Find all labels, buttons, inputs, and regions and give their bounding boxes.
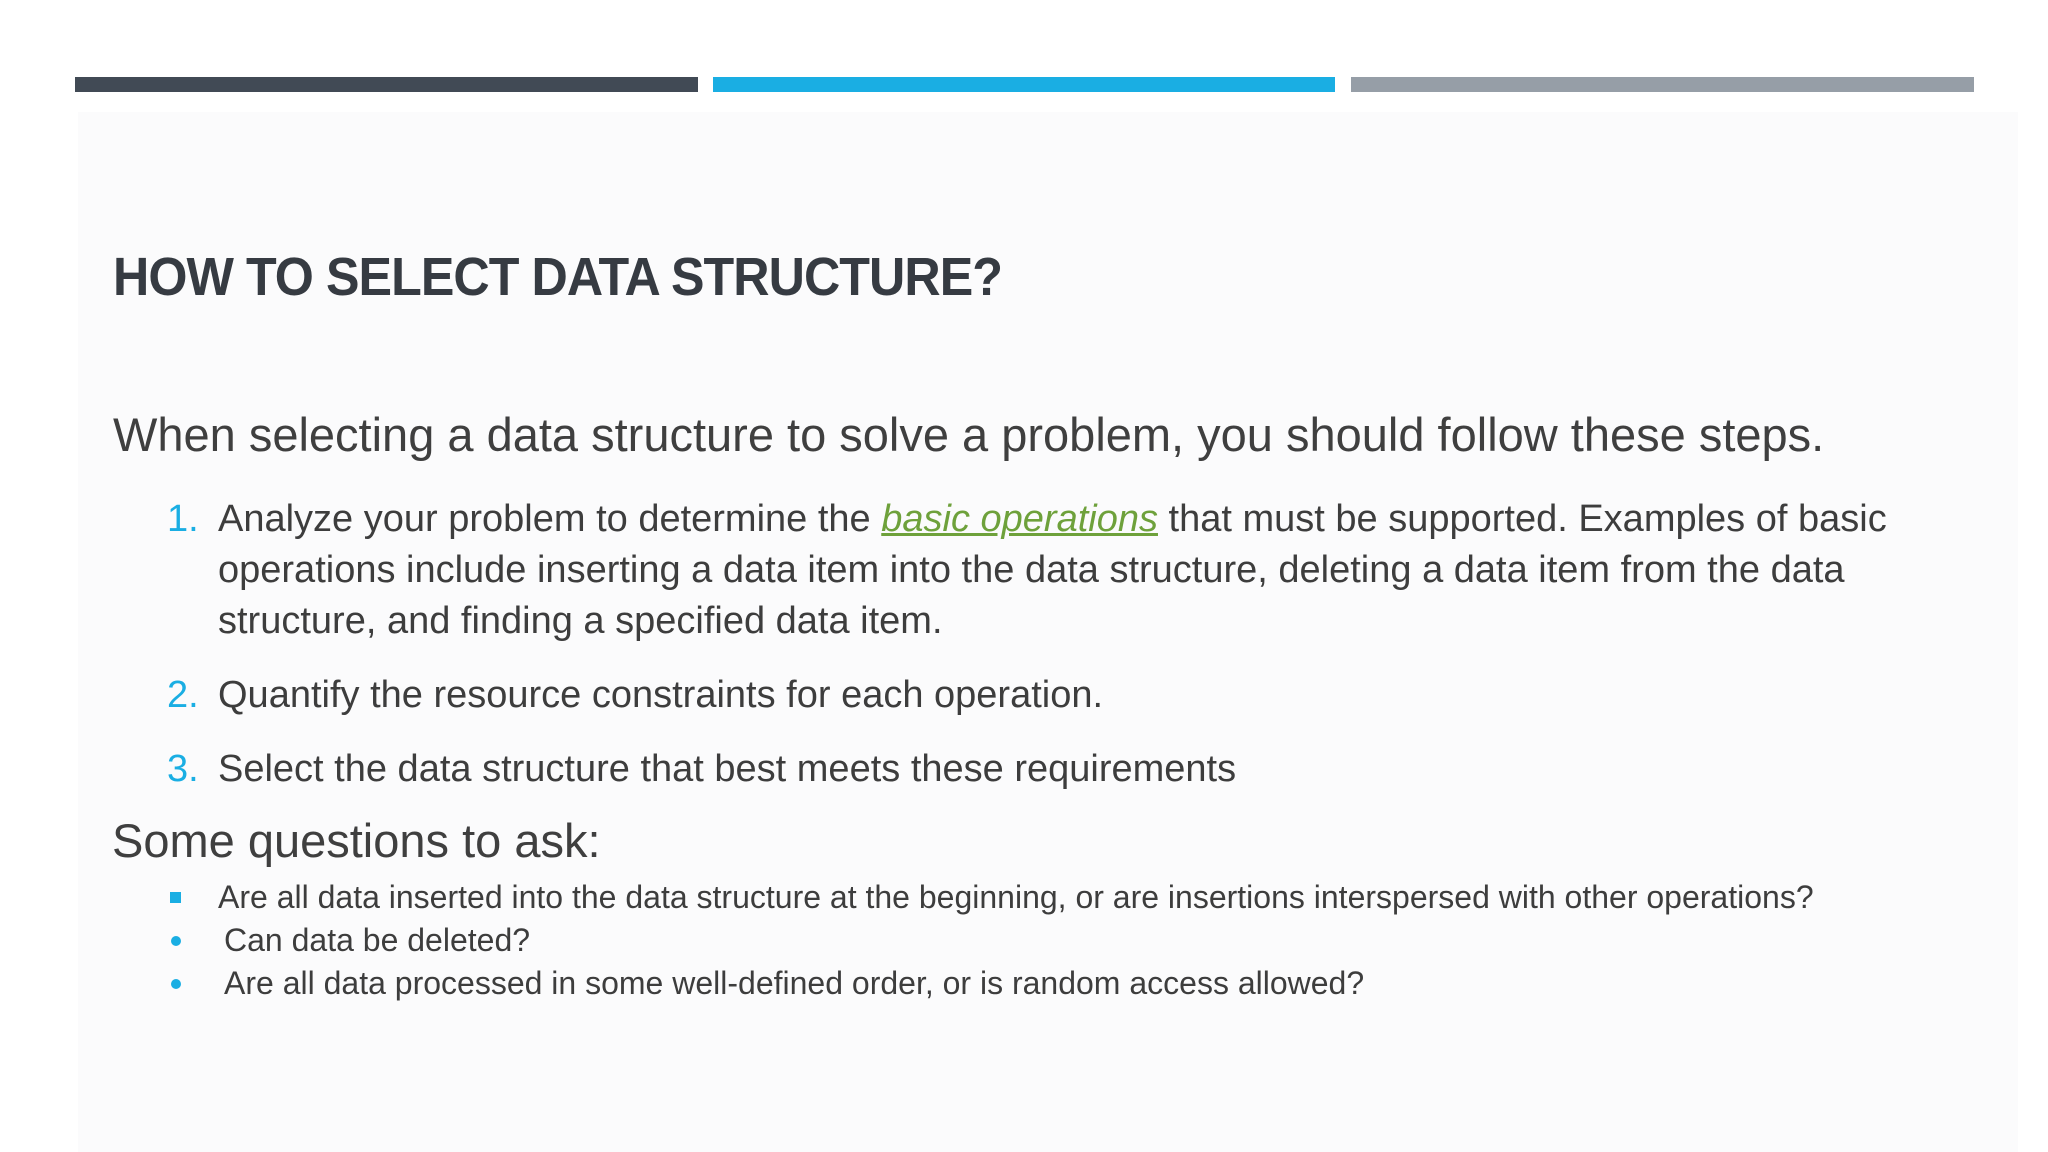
question-text: Can data be deleted? bbox=[224, 922, 531, 958]
header-bar-gray bbox=[1351, 77, 1974, 92]
intro-text: When selecting a data structure to solve a problem, you should follow these steps. bbox=[113, 408, 1825, 461]
step-text bbox=[218, 494, 1942, 647]
header-bar-accent bbox=[713, 77, 1335, 92]
dot-bullet-icon bbox=[167, 919, 224, 962]
header-bar-dark bbox=[75, 77, 698, 92]
basic-operations-link[interactable]: basic operations bbox=[881, 498, 1158, 540]
questions-list bbox=[167, 876, 1935, 1005]
step-text: Select the data structure that best meets these requirements bbox=[218, 748, 1237, 790]
step-item bbox=[167, 494, 1942, 647]
square-bullet-icon bbox=[167, 876, 218, 919]
step-number: 2. bbox=[167, 674, 199, 716]
question-text: Are all data inserted into the data structure at the beginning, or are insertions interspersed with other operations? bbox=[218, 879, 1814, 915]
question-item bbox=[167, 919, 1935, 962]
question-item bbox=[167, 962, 1935, 1005]
step-number: 3. bbox=[167, 748, 199, 790]
question-item bbox=[167, 876, 1935, 919]
step-text-after: that must be supported. Examples of basic operations include inserting a data item into the data structure, deleting a data item from the data structure, and finding a specified data item. bbox=[218, 498, 1887, 642]
step-item bbox=[167, 670, 1942, 721]
steps-list bbox=[167, 494, 1942, 818]
step-text: Quantify the resource constraints for each operation. bbox=[218, 674, 1104, 716]
step-number: 1. bbox=[167, 498, 199, 540]
step-text-before: Analyze your problem to determine the bbox=[218, 498, 882, 540]
dot-bullet-icon bbox=[167, 962, 224, 1005]
question-text: Are all data processed in some well-defined order, or is random access allowed? bbox=[224, 965, 1365, 1001]
slide-title: HOW TO SELECT DATA STRUCTURE? bbox=[113, 247, 1003, 307]
questions-heading: Some questions to ask: bbox=[112, 814, 601, 867]
step-item bbox=[167, 744, 1942, 795]
